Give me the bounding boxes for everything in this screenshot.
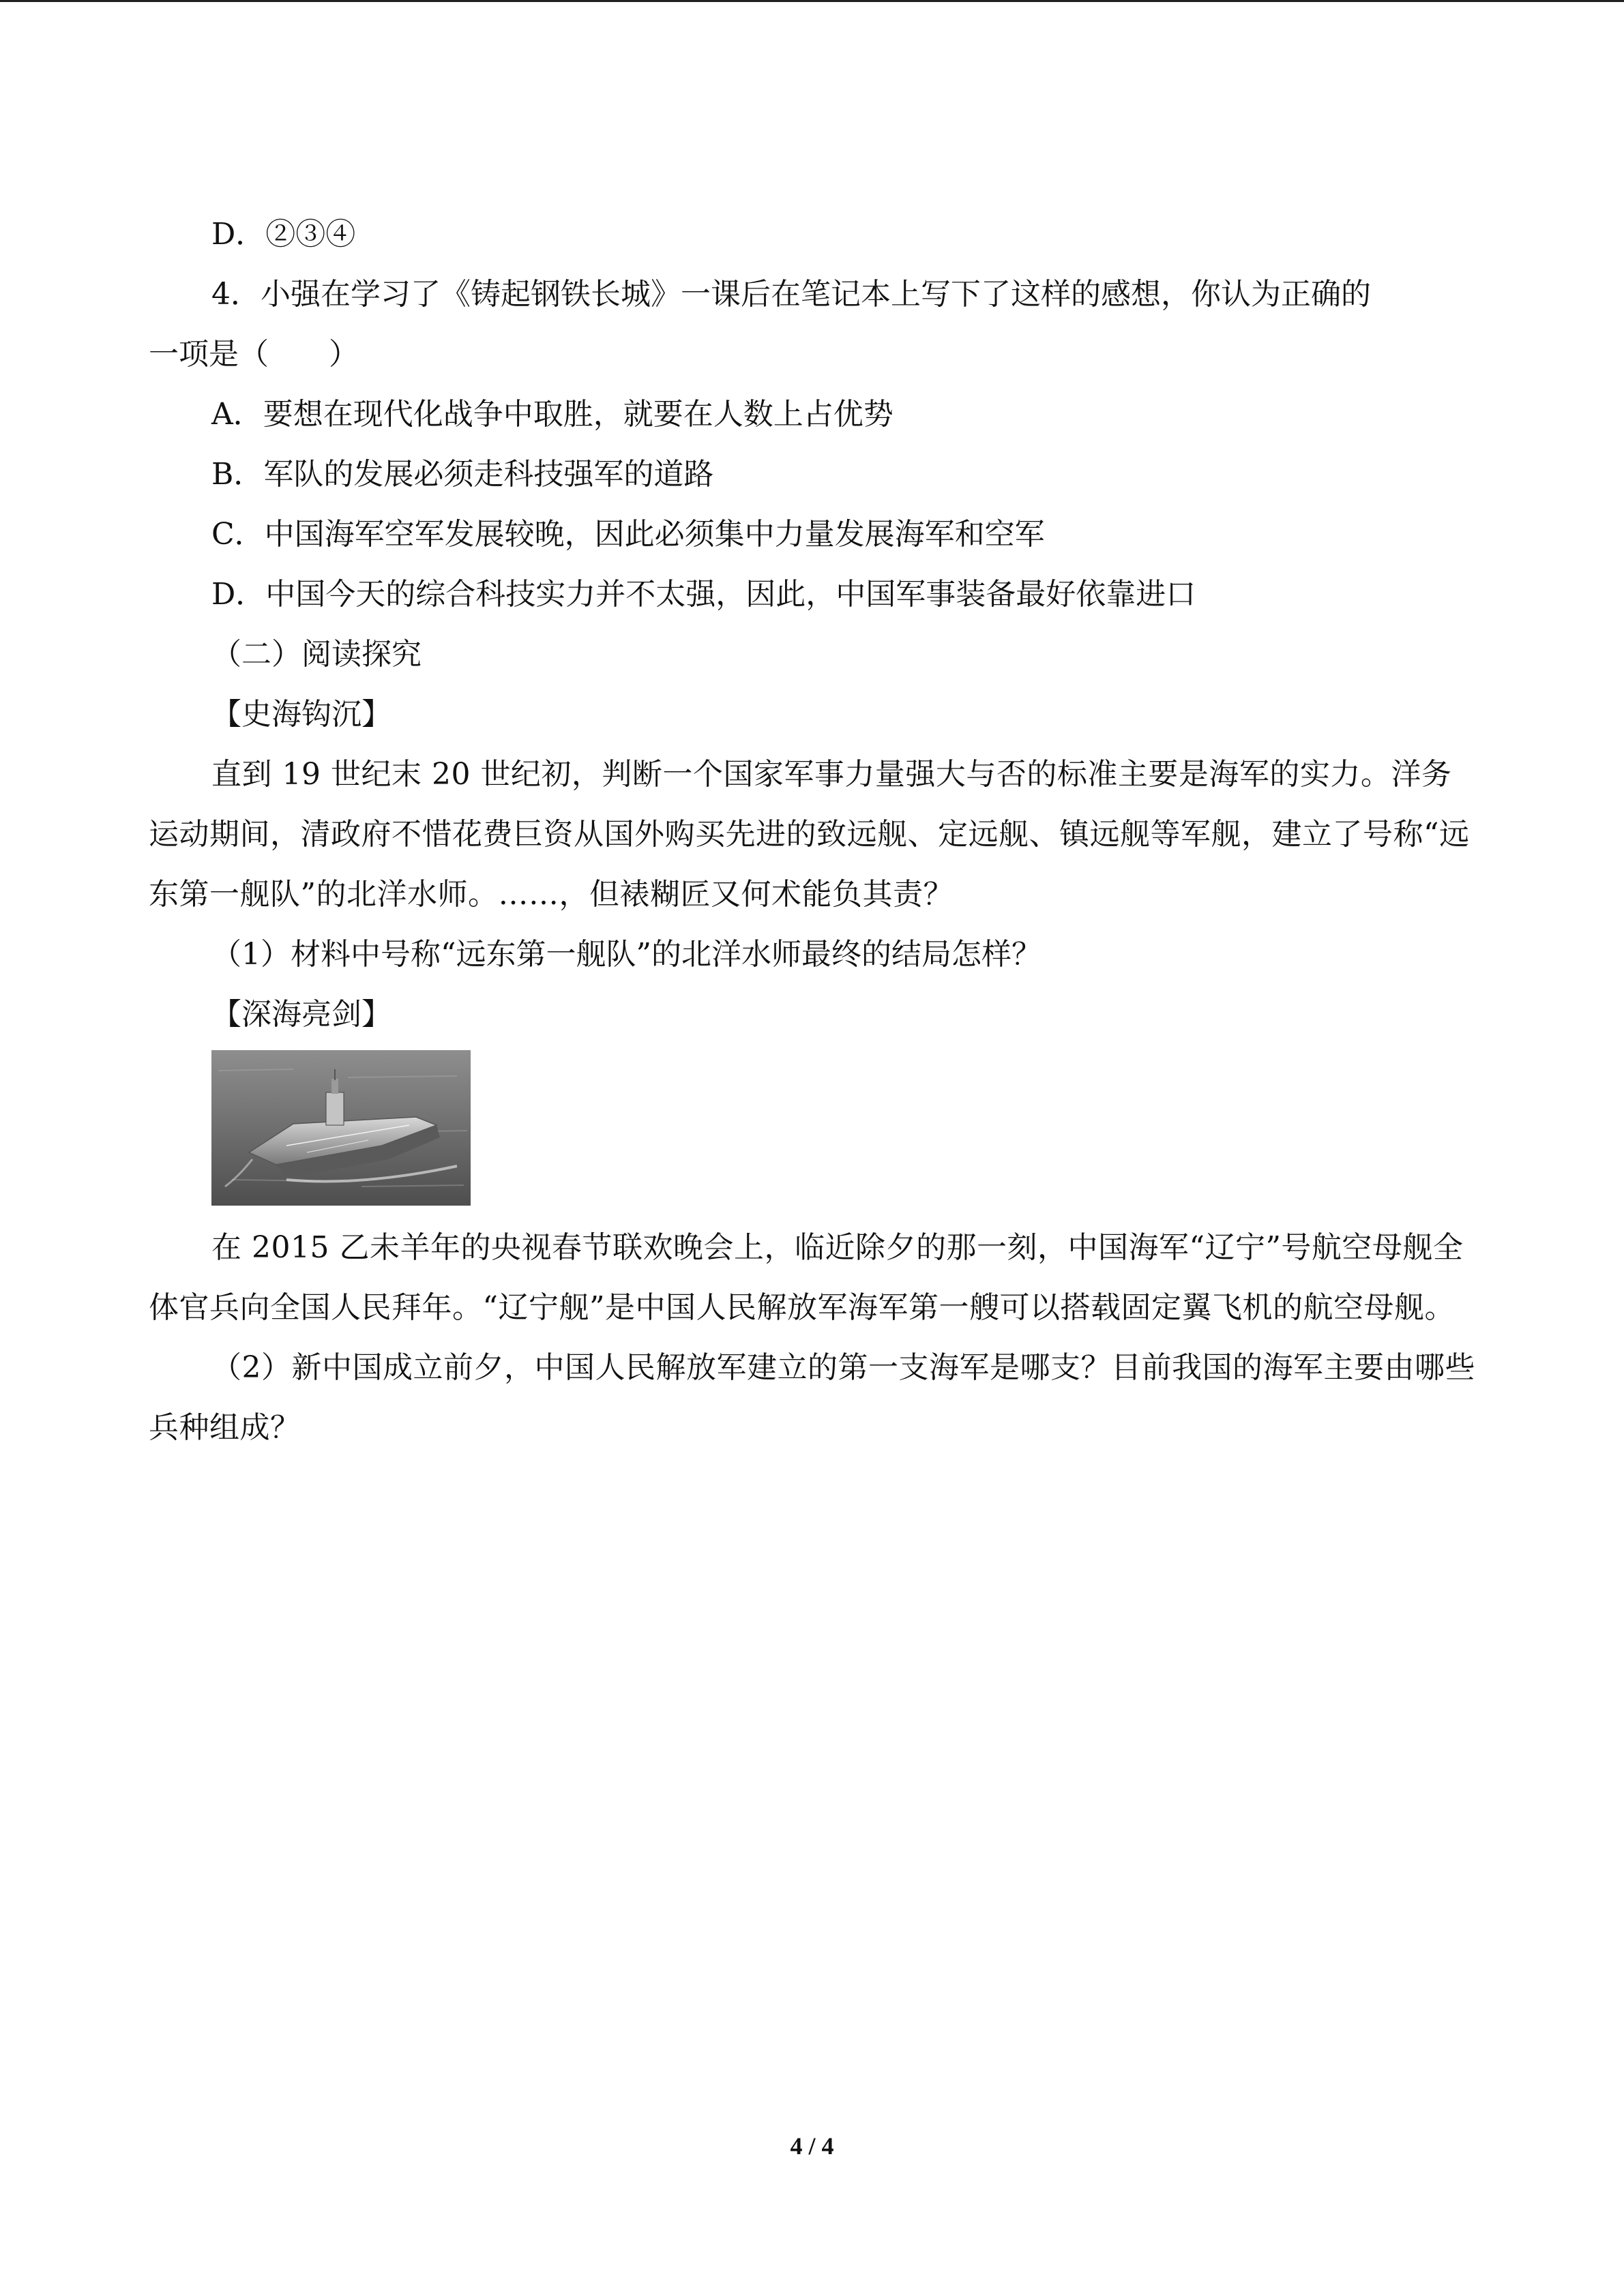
q4-option-b: B．军队的发展必须走科技强军的道路 [211, 457, 714, 492]
q4-option-c: C．中国海军空军发展较晚，因此必须集中力量发展海军和空军 [211, 517, 1045, 552]
q4-option-d: D．中国今天的综合科技实力并不太强，因此，中国军事装备最好依靠进口 [211, 577, 1196, 612]
heading-history: 【史海钩沉】 [211, 697, 392, 732]
q4-option-a: A．要想在现代化战争中取胜，就要在人数上占优势 [211, 397, 894, 432]
paragraph-history: 直到 19 世纪末 20 世纪初，判断一个国家军事力量强大与否的标准主要是海军的实力。洋务运动期间，清政府不惜花费巨资从国外购买先进的致远舰、定远舰、镇远舰等军舰，建立了号称“远东第一舰队”的北洋水师。……，但裱糊匠又何术能负其责？ [149, 757, 1470, 912]
paragraph-liaoning: 在 2015 乙未羊年的央视春节联欢晚会上，临近除夕的那一刻，中国海军“辽宁”号航空母舰全体官兵向全国人民拜年。“辽宁舰”是中国人民解放军海军第一艘可以搭载固定翼飞机的航空母舰。 [149, 1230, 1464, 1325]
top-border-line [0, 0, 1624, 2]
question-2: （2）新中国成立前夕，中国人民解放军建立的第一支海军是哪支？目前我国的海军主要由哪些兵种组成？ [149, 1350, 1475, 1445]
q4-stem-line-2: 一项是（ ） [149, 337, 359, 372]
page-content [149, 205, 1479, 1458]
question-1: （1）材料中号称“远东第一舰队”的北洋水师最终的结局怎样？ [211, 937, 1042, 972]
aircraft-carrier-photo [211, 1050, 471, 1206]
aircraft-carrier-illustration [211, 1050, 471, 1206]
q3-option-d: D．②③④ [211, 217, 356, 252]
section-title: （二）阅读探究 [211, 637, 422, 672]
heading-sea: 【深海亮剑】 [211, 997, 392, 1032]
q4-stem-line-1: 4．小强在学习了《铸起钢铁长城》一课后在笔记本上写下了这样的感想，你认为正确的 [211, 277, 1371, 312]
page-number: 4 / 4 [790, 2132, 834, 2160]
